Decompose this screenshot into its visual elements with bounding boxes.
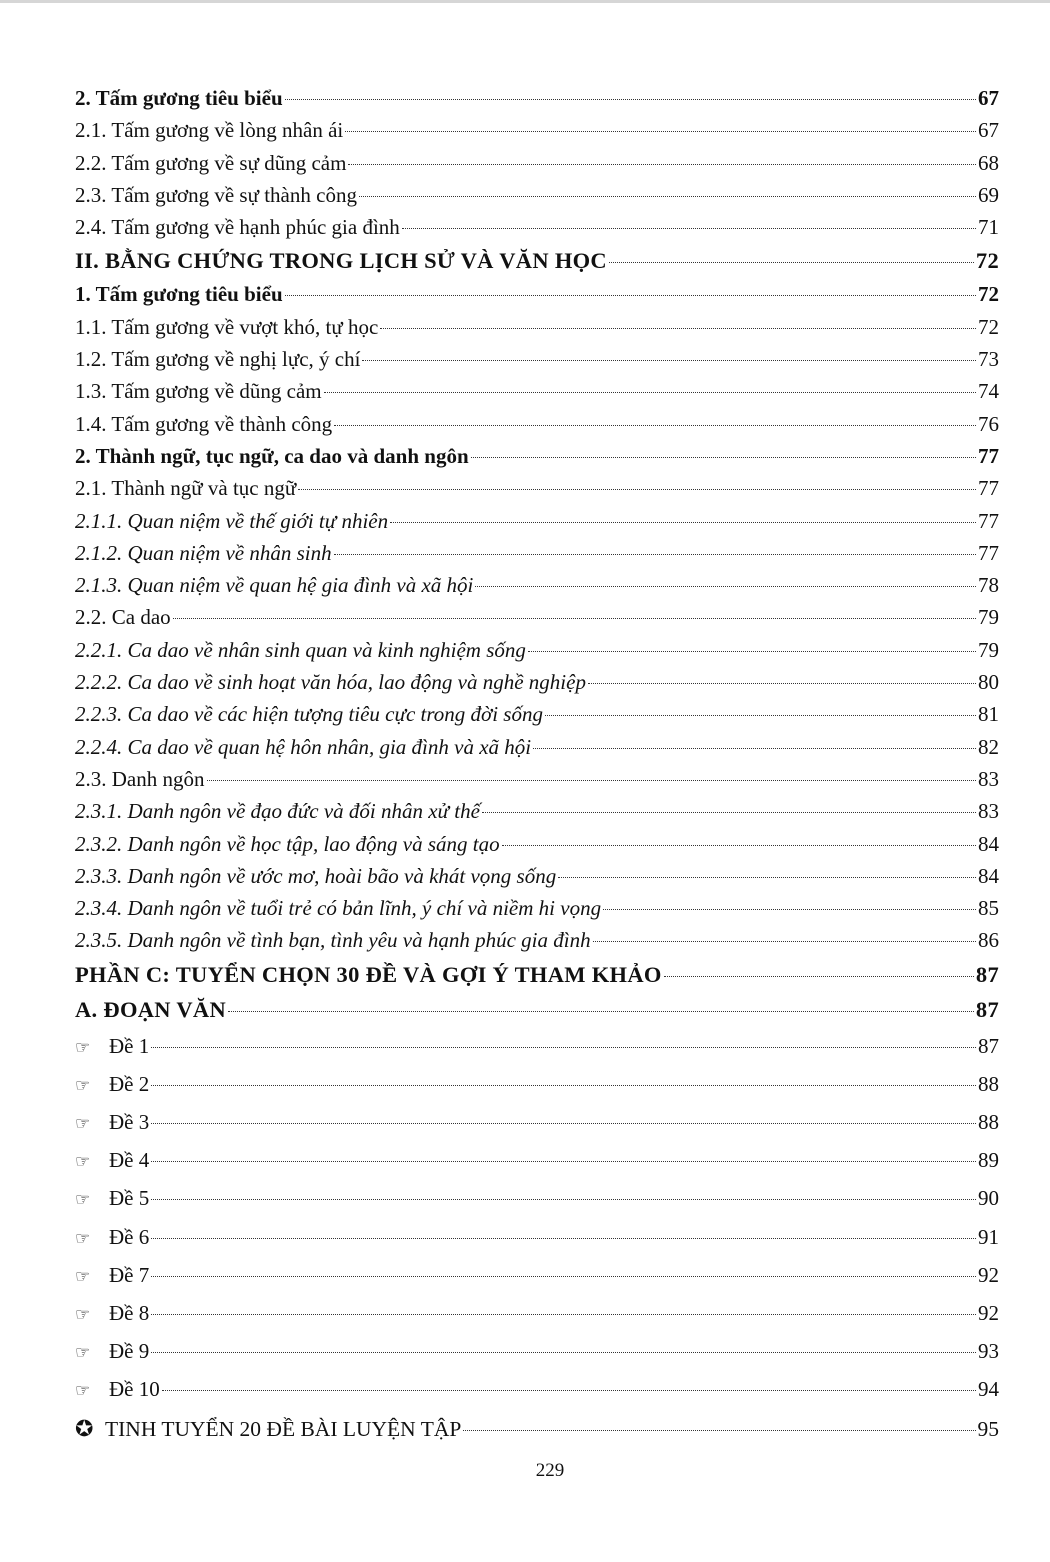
dot-leader — [151, 1352, 976, 1353]
toc-entry-label: II. BẰNG CHỨNG TRONG LỊCH SỬ VÀ VĂN HỌC — [75, 248, 607, 274]
toc-entry-page: 77 — [978, 540, 999, 565]
toc-entry-page: 73 — [978, 347, 999, 372]
toc-entry[interactable] — [75, 82, 999, 114]
dot-leader — [151, 1238, 976, 1239]
toc-entry-page: 89 — [978, 1148, 999, 1173]
toc-entry-label: 2.3.2. Danh ngôn về học tập, lao động và sáng tạo — [75, 831, 500, 856]
toc-entry-label: 2.1. Tấm gương về lòng nhân ái — [75, 118, 344, 143]
pointing-hand-icon: ☞ — [75, 1037, 91, 1057]
dot-leader — [207, 780, 977, 781]
toc-entry[interactable] — [75, 569, 999, 601]
toc-entry-page: 92 — [978, 1301, 999, 1326]
table-of-contents — [75, 82, 999, 1449]
dot-leader — [334, 425, 976, 426]
toc-entry-label: 1. Tấm gương tiêu biểu — [75, 282, 283, 307]
dot-leader — [348, 164, 976, 165]
pointing-hand-icon: ☞ — [75, 1305, 91, 1325]
toc-entry-page: 91 — [978, 1224, 999, 1249]
dot-leader — [285, 295, 976, 296]
dot-leader — [324, 392, 976, 393]
dot-leader — [334, 554, 976, 555]
toc-entry-label: 1.1. Tấm gương về vượt khó, tự học — [75, 314, 379, 339]
toc-entry-page: 85 — [978, 896, 999, 921]
toc-entry-label: 2.3.4. Danh ngôn về tuổi trẻ có bản lĩnh, ý chí và niềm hi vọng — [75, 896, 602, 921]
toc-entry-label: 2.2.3. Ca dao về các hiện tượng tiêu cực trong đời sống — [75, 702, 543, 727]
toc-entry[interactable] — [75, 634, 999, 666]
toc-entry-page: 82 — [978, 734, 999, 759]
page-number: 229 — [535, 1460, 565, 1481]
dot-leader — [471, 457, 976, 458]
dot-leader — [558, 877, 976, 878]
toc-entry-label: 1.2. Tấm gương về nghị lực, ý chí — [75, 347, 361, 372]
toc-entry[interactable] — [75, 924, 999, 956]
dot-leader — [151, 1314, 976, 1315]
toc-entry[interactable] — [75, 828, 999, 860]
toc-entry-page: 79 — [978, 605, 999, 630]
pointing-hand-icon: ☞ — [75, 1114, 91, 1134]
dot-leader — [285, 99, 976, 100]
toc-entry-label: 2.1.1. Quan niệm về thế giới tự nhiên — [75, 508, 389, 533]
pointing-hand-icon: ☞ — [75, 1381, 91, 1401]
toc-entry-label: TINH TUYỂN 20 ĐỀ BÀI LUYỆN TẬP — [105, 1416, 462, 1441]
toc-entry-page: 84 — [978, 863, 999, 888]
dot-leader — [162, 1390, 976, 1391]
toc-entry-page: 78 — [978, 573, 999, 598]
toc-entry-page: 92 — [978, 1262, 999, 1287]
toc-entry-label: Đề 6 — [109, 1224, 150, 1249]
toc-entry-label: Đề 9 — [109, 1339, 150, 1364]
toc-entry-page: 80 — [978, 670, 999, 695]
toc-entry[interactable] — [75, 892, 999, 924]
dot-leader — [533, 748, 976, 749]
pointing-hand-icon: ☞ — [75, 1190, 91, 1210]
toc-entry-page: 77 — [978, 476, 999, 501]
toc-entry-label: 2.4. Tấm gương về hạnh phúc gia đình — [75, 215, 400, 240]
toc-entry-label: 2.3.1. Danh ngôn về đạo đức và đối nhân xử thế — [75, 799, 480, 824]
toc-exercise-entry[interactable] — [75, 1294, 999, 1332]
toc-exercise-entry[interactable] — [75, 1370, 999, 1408]
toc-entry-label: Đề 2 — [109, 1071, 150, 1096]
dot-leader — [173, 618, 976, 619]
toc-section-heading[interactable] — [75, 243, 999, 278]
toc-entry-label: 2.2. Tấm gương về sự dũng cảm — [75, 150, 347, 175]
toc-entry-page: 72 — [975, 248, 999, 274]
toc-entry-page: 68 — [978, 150, 999, 175]
dot-leader — [151, 1123, 976, 1124]
dot-leader — [402, 228, 976, 229]
toc-exercise-entry[interactable] — [75, 1218, 999, 1256]
toc-section-heading[interactable] — [75, 992, 999, 1027]
toc-entry[interactable] — [75, 1409, 999, 1449]
toc-entry-page: 81 — [978, 702, 999, 727]
toc-entry-page: 69 — [978, 182, 999, 207]
toc-entry-label: 2.1.2. Quan niệm về nhân sinh — [75, 540, 332, 565]
toc-entry-page: 67 — [978, 86, 999, 110]
toc-entry[interactable] — [75, 666, 999, 698]
toc-entry-label: 2.3.5. Danh ngôn về tình bạn, tình yêu và hạnh phúc gia đình — [75, 928, 591, 953]
toc-entry-page: 88 — [978, 1071, 999, 1096]
toc-exercise-entry[interactable] — [75, 1179, 999, 1217]
dot-leader — [664, 976, 974, 977]
toc-entry-page: 67 — [978, 118, 999, 143]
dot-leader — [151, 1085, 976, 1086]
toc-entry[interactable] — [75, 408, 999, 440]
toc-entry[interactable] — [75, 440, 999, 472]
toc-entry-page: 86 — [978, 928, 999, 953]
dot-leader — [528, 651, 976, 652]
toc-entry[interactable] — [75, 114, 999, 146]
toc-exercise-entry[interactable] — [75, 1027, 999, 1065]
toc-entry-page: 83 — [978, 799, 999, 824]
toc-entry-label: 2.2.2. Ca dao về sinh hoạt văn hóa, lao động và nghề nghiệp — [75, 670, 586, 695]
dot-leader — [482, 812, 976, 813]
toc-entry-page: 87 — [978, 1033, 999, 1058]
dot-leader — [362, 360, 976, 361]
toc-entry-page: 88 — [978, 1110, 999, 1135]
dot-leader — [151, 1161, 976, 1162]
dot-leader — [298, 489, 976, 490]
toc-entry-page: 93 — [978, 1339, 999, 1364]
toc-entry-page: 94 — [978, 1377, 999, 1402]
toc-entry-label: 2.2.4. Ca dao về quan hệ hôn nhân, gia đình và xã hội — [75, 734, 532, 759]
dot-leader — [151, 1276, 976, 1277]
toc-entry-page: 74 — [978, 379, 999, 404]
dot-leader — [588, 683, 976, 684]
toc-entry-page: 79 — [978, 637, 999, 662]
toc-entry[interactable] — [75, 278, 999, 310]
toc-entry-label: Đề 5 — [109, 1186, 150, 1211]
toc-entry-label: 1.4. Tấm gương về thành công — [75, 411, 333, 436]
dot-leader — [609, 262, 974, 263]
dot-leader — [151, 1047, 976, 1048]
pointing-hand-icon: ☞ — [75, 1152, 91, 1172]
toc-entry-label: 1.3. Tấm gương về dũng cảm — [75, 379, 322, 404]
toc-entry-page: 83 — [978, 766, 999, 791]
toc-exercise-entry[interactable] — [75, 1103, 999, 1141]
dot-leader — [380, 328, 976, 329]
toc-exercise-entry[interactable] — [75, 1332, 999, 1370]
toc-entry-page: 71 — [978, 215, 999, 240]
toc-entry-page: 77 — [978, 443, 999, 468]
toc-entry-label: Đề 10 — [109, 1377, 160, 1402]
pointing-hand-icon: ☞ — [75, 1266, 91, 1286]
toc-entry-label: 2.2. Ca dao — [75, 605, 171, 630]
toc-entry[interactable] — [75, 211, 999, 243]
dot-leader — [502, 845, 976, 846]
toc-entry-page: 76 — [978, 411, 999, 436]
dot-leader — [475, 586, 976, 587]
pointing-hand-icon: ☞ — [75, 1075, 91, 1095]
toc-entry-page: 84 — [978, 831, 999, 856]
toc-entry-label: 2.1. Thành ngữ và tục ngữ — [75, 476, 297, 501]
toc-entry-label: 2.3.3. Danh ngôn về ước mơ, hoài bão và khát vọng sống — [75, 863, 557, 888]
toc-entry-page: 72 — [978, 314, 999, 339]
dot-leader — [593, 941, 976, 942]
dot-leader — [359, 196, 976, 197]
toc-entry-label: 2.3. Danh ngôn — [75, 766, 205, 791]
dot-leader — [345, 131, 976, 132]
dot-leader — [390, 522, 976, 523]
star-icon: ✪ — [75, 1415, 94, 1441]
toc-entry-label: 2.1.3. Quan niệm về quan hệ gia đình và xã hội — [75, 573, 474, 598]
dot-leader — [603, 909, 976, 910]
toc-entry-page: 95 — [977, 1416, 999, 1441]
toc-entry-page: 72 — [978, 282, 999, 307]
pointing-hand-icon: ☞ — [75, 1228, 91, 1248]
toc-entry-label: Đề 7 — [109, 1262, 150, 1287]
toc-exercise-entry[interactable] — [75, 1256, 999, 1294]
toc-entry-page: 90 — [978, 1186, 999, 1211]
toc-entry[interactable] — [75, 860, 999, 892]
toc-entry-label: Đề 1 — [109, 1033, 150, 1058]
toc-entry[interactable] — [75, 763, 999, 795]
toc-entry[interactable] — [75, 179, 999, 211]
toc-entry-page: 87 — [975, 961, 999, 987]
toc-entry[interactable] — [75, 601, 999, 633]
dot-leader — [463, 1430, 975, 1431]
toc-entry[interactable] — [75, 698, 999, 730]
toc-entry[interactable] — [75, 343, 999, 375]
toc-entry-label: Đề 3 — [109, 1110, 150, 1135]
dot-leader — [545, 715, 976, 716]
toc-entry-page: 87 — [975, 996, 999, 1022]
toc-entry-label: Đề 4 — [109, 1148, 150, 1173]
toc-entry[interactable] — [75, 731, 999, 763]
toc-entry[interactable] — [75, 472, 999, 504]
toc-entry[interactable] — [75, 505, 999, 537]
toc-entry-label: 2.3. Tấm gương về sự thành công — [75, 182, 357, 207]
toc-entry-label: 2.2.1. Ca dao về nhân sinh quan và kinh nghiệm sống — [75, 637, 526, 662]
page-top-border — [0, 0, 1050, 3]
toc-exercise-entry[interactable] — [75, 1065, 999, 1103]
pointing-hand-icon: ☞ — [75, 1343, 91, 1363]
toc-entry[interactable] — [75, 795, 999, 827]
toc-entry-label: Đề 8 — [109, 1301, 150, 1326]
dot-leader — [228, 1011, 974, 1012]
toc-entry[interactable] — [75, 311, 999, 343]
toc-entry-page: 77 — [978, 508, 999, 533]
toc-section-heading[interactable] — [75, 957, 999, 992]
dot-leader — [151, 1199, 976, 1200]
toc-exercise-entry[interactable] — [75, 1141, 999, 1179]
toc-entry[interactable] — [75, 537, 999, 569]
toc-entry[interactable] — [75, 375, 999, 407]
toc-entry-label: PHẦN C: TUYỂN CHỌN 30 ĐỀ VÀ GỢI Ý THAM KHẢO — [75, 961, 662, 987]
toc-entry-label: 2. Thành ngữ, tục ngữ, ca dao và danh ngôn — [75, 443, 469, 468]
toc-entry-label: A. ĐOẠN VĂN — [75, 996, 227, 1022]
toc-entry-label: 2. Tấm gương tiêu biểu — [75, 86, 283, 110]
toc-entry[interactable] — [75, 147, 999, 179]
